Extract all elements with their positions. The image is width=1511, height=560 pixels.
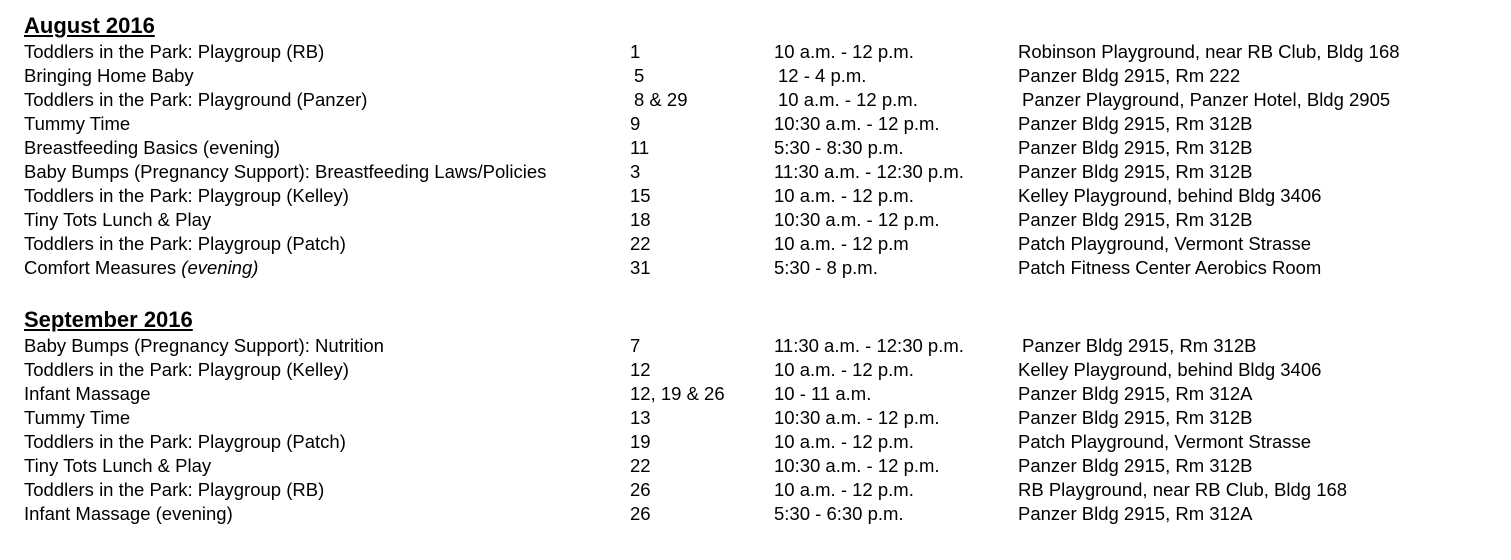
event-time: 10 a.m. - 12 p.m. [774, 359, 914, 380]
event-location: Panzer Bldg 2915, Rm 312A [1018, 503, 1253, 524]
event-date: 19 [630, 431, 651, 452]
event-row [24, 502, 1494, 526]
event-location: Patch Playground, Vermont Strasse [1018, 431, 1312, 452]
section-title: August 2016 [24, 13, 155, 38]
event-time: 10:30 a.m. - 12 p.m. [774, 407, 940, 428]
event-time: 10 a.m. - 12 p.m. [774, 431, 914, 452]
event-row [24, 208, 1494, 232]
event-location: Kelley Playground, behind Bldg 3406 [1018, 359, 1322, 380]
event-location: Panzer Bldg 2915, Rm 312B [1018, 137, 1253, 158]
event-location: Panzer Bldg 2915, Rm 222 [1018, 65, 1241, 86]
event-row [24, 232, 1494, 256]
event-title: Toddlers in the Park: Playgroup (Kelley) [24, 359, 349, 380]
event-date: 12 [630, 359, 651, 380]
event-row [24, 334, 1494, 358]
event-row [24, 64, 1494, 88]
event-row [24, 184, 1494, 208]
event-date: 8 & 29 [634, 89, 688, 110]
event-title: Infant Massage (evening) [24, 503, 233, 524]
event-row [24, 358, 1494, 382]
event-title: Toddlers in the Park: Playground (Panzer) [24, 89, 368, 110]
event-date: 18 [630, 209, 651, 230]
event-location: Panzer Bldg 2915, Rm 312B [1018, 407, 1253, 428]
event-time: 11:30 a.m. - 12:30 p.m. [774, 335, 964, 356]
event-time: 10:30 a.m. - 12 p.m. [774, 209, 940, 230]
event-location: Panzer Playground, Panzer Hotel, Bldg 2905 [1022, 89, 1391, 110]
event-title: Toddlers in the Park: Playgroup (RB) [24, 479, 325, 500]
event-title: Baby Bumps (Pregnancy Support): Nutrition [24, 335, 384, 356]
event-time: 10 a.m. - 12 p.m [774, 233, 909, 254]
event-location: Panzer Bldg 2915, Rm 312B [1018, 455, 1253, 476]
event-row [24, 112, 1494, 136]
event-title: Tiny Tots Lunch & Play [24, 455, 212, 476]
event-time: 10 a.m. - 12 p.m. [774, 479, 914, 500]
event-time: 10:30 a.m. - 12 p.m. [774, 455, 940, 476]
event-title: Breastfeeding Basics (evening) [24, 137, 281, 158]
event-time: 10 a.m. - 12 p.m. [778, 89, 918, 110]
event-location: RB Playground, near RB Club, Bldg 168 [1018, 479, 1348, 500]
event-list [24, 334, 1494, 526]
event-row [24, 256, 1494, 280]
event-title-main: Comfort Measures [24, 257, 182, 278]
event-title: Bringing Home Baby [24, 65, 194, 86]
event-time: 10 - 11 a.m. [774, 383, 872, 404]
event-location: Panzer Bldg 2915, Rm 312A [1018, 383, 1253, 404]
event-row [24, 454, 1494, 478]
event-date: 26 [630, 479, 651, 500]
event-time: 5:30 - 6:30 p.m. [774, 503, 904, 524]
event-row [24, 382, 1494, 406]
section-title: September 2016 [24, 307, 193, 332]
event-title: Toddlers in the Park: Playgroup (Patch) [24, 233, 346, 254]
event-title: Tummy Time [24, 113, 131, 134]
section-september-2016 [24, 306, 1494, 526]
event-location: Panzer Bldg 2915, Rm 312B [1018, 113, 1253, 134]
event-time: 10:30 a.m. - 12 p.m. [774, 113, 940, 134]
event-title: Tiny Tots Lunch & Play [24, 209, 212, 230]
event-date: 11 [630, 137, 650, 158]
event-row [24, 40, 1494, 64]
event-location: Patch Playground, Vermont Strasse [1018, 233, 1312, 254]
event-row [24, 478, 1494, 502]
event-date: 22 [630, 233, 651, 254]
event-row [24, 406, 1494, 430]
event-time: 5:30 - 8 p.m. [774, 257, 878, 278]
event-date: 15 [630, 185, 651, 206]
event-date: 31 [630, 257, 651, 278]
event-list [24, 40, 1494, 280]
event-location: Kelley Playground, behind Bldg 3406 [1018, 185, 1322, 206]
event-title [24, 256, 258, 280]
event-date: 3 [630, 161, 641, 182]
event-title: Baby Bumps (Pregnancy Support): Breastfeeding Laws/Policies [24, 161, 547, 182]
event-row [24, 136, 1494, 160]
event-time: 5:30 - 8:30 p.m. [774, 137, 904, 158]
section-august-2016 [24, 12, 1494, 280]
event-date: 22 [630, 455, 651, 476]
event-date: 5 [634, 65, 645, 86]
event-title: Toddlers in the Park: Playgroup (Kelley) [24, 185, 349, 206]
event-title: Toddlers in the Park: Playgroup (Patch) [24, 431, 346, 452]
event-location: Patch Fitness Center Aerobics Room [1018, 257, 1322, 278]
event-row [24, 88, 1494, 112]
event-date: 13 [630, 407, 651, 428]
event-title: Tummy Time [24, 407, 131, 428]
event-location: Panzer Bldg 2915, Rm 312B [1022, 335, 1257, 356]
event-time: 10 a.m. - 12 p.m. [774, 185, 914, 206]
event-date: 7 [630, 335, 641, 356]
event-title-note: (evening) [181, 257, 259, 278]
event-title: Infant Massage [24, 383, 151, 404]
event-date: 9 [630, 113, 641, 134]
event-date: 26 [630, 503, 651, 524]
event-row [24, 160, 1494, 184]
event-row [24, 430, 1494, 454]
event-location: Panzer Bldg 2915, Rm 312B [1018, 209, 1253, 230]
event-date: 12, 19 & 26 [630, 383, 725, 404]
event-time: 12 - 4 p.m. [778, 65, 867, 86]
event-date: 1 [630, 41, 641, 62]
event-location: Robinson Playground, near RB Club, Bldg 168 [1018, 41, 1400, 62]
event-location: Panzer Bldg 2915, Rm 312B [1018, 161, 1253, 182]
event-title: Toddlers in the Park: Playgroup (RB) [24, 41, 325, 62]
event-time: 10 a.m. - 12 p.m. [774, 41, 914, 62]
event-time: 11:30 a.m. - 12:30 p.m. [774, 161, 964, 182]
